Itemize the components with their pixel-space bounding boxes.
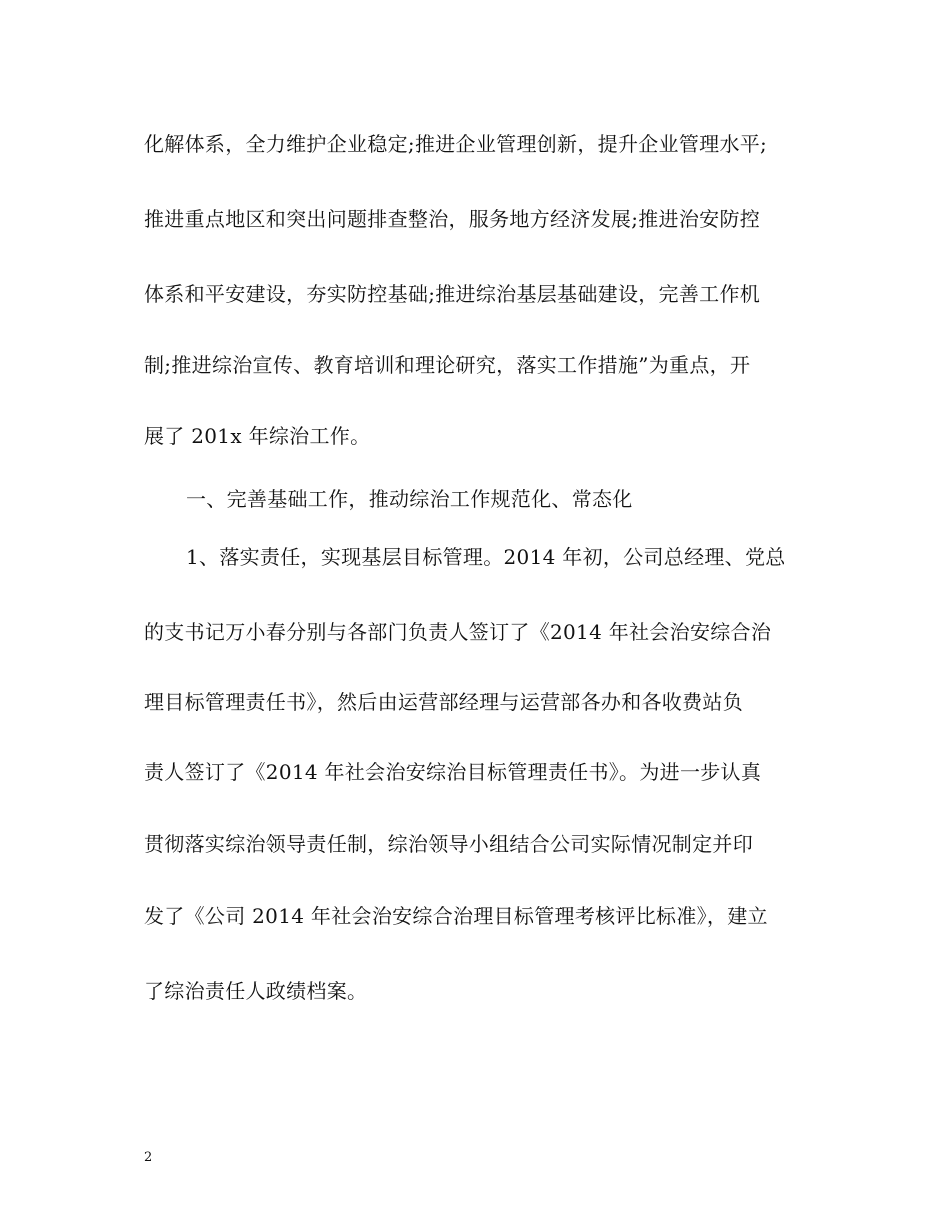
body-text-line: 制;推进综治宣传、教育培训和理论研究，落实工作措施”为重点，开 [144, 353, 751, 377]
body-text-line: 了综治责任人政绩档案。 [144, 979, 368, 1003]
body-text-line: 贯彻落实综治领导责任制，综治领导小组结合公司实际情况制定并印 [144, 832, 753, 856]
section-heading: 一、完善基础工作，推动综治工作规范化、常态化 [186, 487, 633, 511]
body-text-line: 的支书记万小春分别与各部门负责人签订了《2014 年社会治安综合治 [144, 620, 772, 644]
body-text-line: 发了《公司 2014 年社会治安综合治理目标管理考核评比标准》，建立 [144, 904, 768, 928]
body-text-line: 化解体系，全力维护企业稳定;推进企业管理创新，提升企业管理水平; [144, 132, 768, 156]
body-text-line: 展了 201x 年综治工作。 [144, 424, 371, 448]
body-text-line: 体系和平安建设，夯实防控基础;推进综治基层基础建设，完善工作机 [144, 282, 761, 306]
body-text-line: 推进重点地区和突出问题排查整治，服务地方经济发展;推进治安防控 [144, 207, 761, 231]
body-text-line: 1、落实责任，实现基层目标管理。2014 年初，公司总经理、党总 [186, 545, 786, 569]
body-text-line: 理目标管理责任书》，然后由运营部经理与运营部各办和各收费站负 [144, 690, 743, 714]
body-text-line: 责人签订了《2014 年社会治安综治目标管理责任书》。为进一步认真 [144, 760, 762, 784]
page-number: 2 [144, 1150, 153, 1165]
